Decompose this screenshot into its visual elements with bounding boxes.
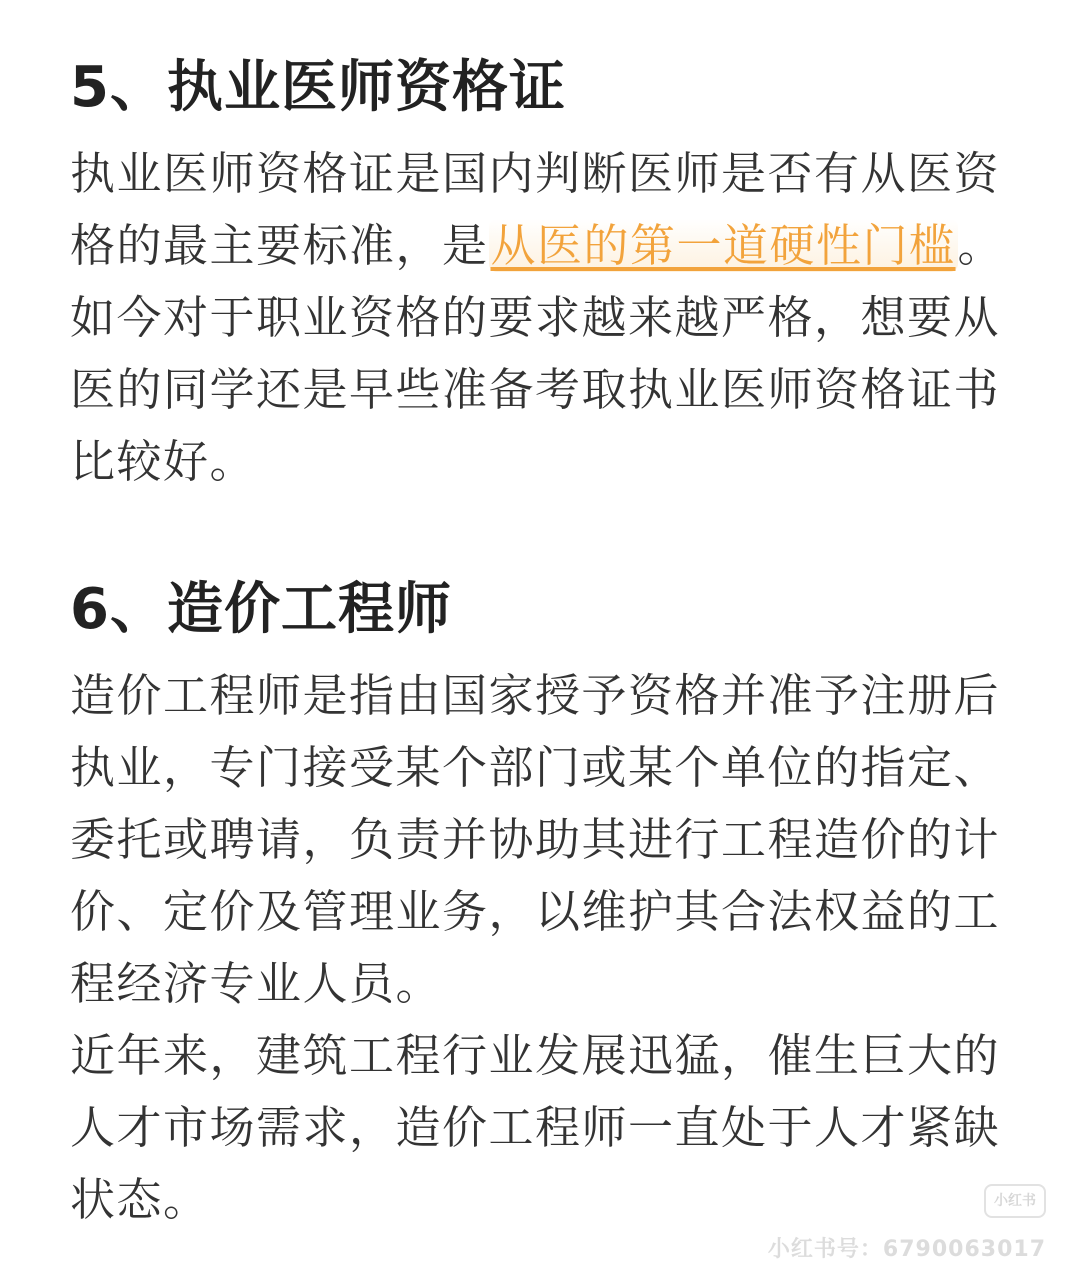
section-heading: 6、造价工程师 bbox=[70, 577, 452, 642]
paragraph-text: 执业医师资格证是国内判断医师是否有从医资格的最主要标准，是 bbox=[70, 147, 1001, 272]
section-paragraph bbox=[70, 138, 1010, 498]
section-paragraph: 造价工程师是指由国家授予资格并准予注册后执业，专门接受某个部门或某个单位的指定、委托或聘请，负责并协助其进行工程造价的计价、定价及管理业务，以维护其合法权益的工程经济专业人员。 bbox=[70, 669, 1001, 1010]
watermark-logo: 小红书 bbox=[984, 1184, 1046, 1218]
section-cost-engineer bbox=[70, 574, 1010, 1236]
watermark-text: 小红书号：6790063017 bbox=[767, 1237, 1046, 1262]
section-paragraph: 近年来，建筑工程行业发展迅猛，催生巨大的人才市场需求，造价工程师一直处于人才紧缺状态。 bbox=[70, 1029, 1001, 1226]
section-medical-license bbox=[70, 52, 1010, 498]
paragraph-text: 。 bbox=[957, 219, 1005, 272]
paragraph-text: 如今对于职业资格的要求越来越严格，想要从医的同学还是早些准备考取执业医师资格证书比较好。 bbox=[70, 291, 1001, 488]
highlight-link[interactable]: 从医的第一道硬性门槛 bbox=[490, 219, 956, 272]
section-heading: 5、执业医师资格证 bbox=[70, 55, 566, 120]
